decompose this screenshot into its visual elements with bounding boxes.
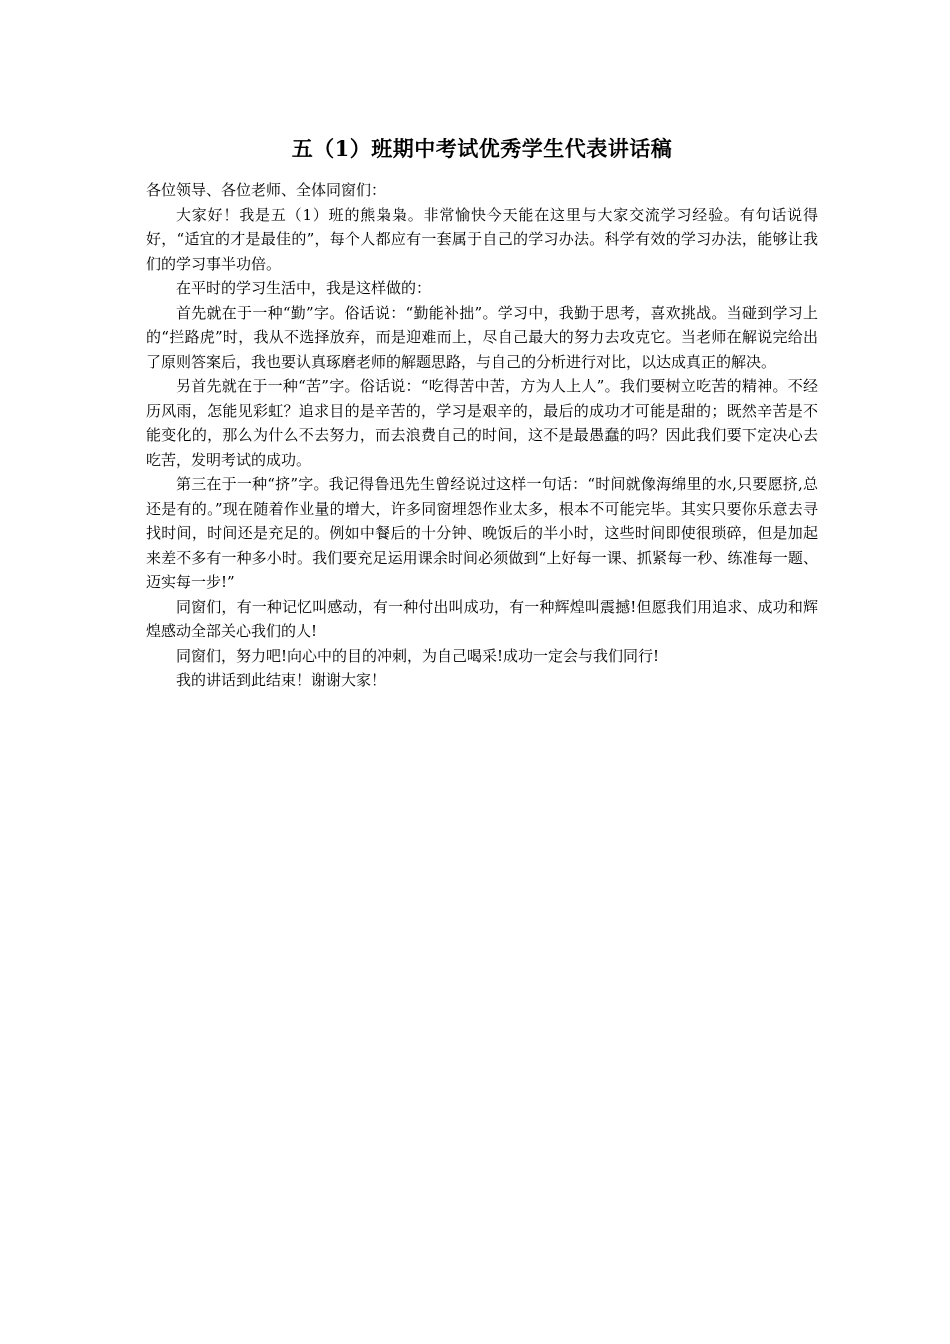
paragraph-closing: 我的讲话到此结束！谢谢大家！ [176, 671, 387, 689]
document-body [146, 132, 818, 693]
paragraph-encouragement: 同窗们，有一种记忆叫感动，有一种付出叫成功，有一种辉煌叫震撼!但愿我们用追求、成功和辉煌感动全部关心我们的人! [146, 597, 818, 640]
paragraph-intro: 在平时的学习生活中，我是这样做的： [176, 279, 432, 297]
paragraph-cheer: 同窗们，努力吧!向心中的目的冲刺，为自己喝采!成功一定会与我们同行! [176, 646, 660, 665]
paragraph-diligence: 首先就在于一种“勤”字。俗话说：“勤能补拙”。学习中，我勤于思考，喜欢挑战。当碰到学习上的“拦路虎”时，我从不选择放弃，而是迎难而上，尽自己最大的努力去攻克它。当老师在解说完给出了原则答案后，我也要认真琢磨老师的解题思路，与自己的分析进行对比，以达成真正的解决。 [146, 303, 818, 371]
document-title: 五（1）班期中考试优秀学生代表讲话稿 [291, 136, 673, 161]
paragraph-time: 第三在于一种“挤”字。我记得鲁迅先生曾经说过这样一句话：“时间就像海绵里的水,只要愿挤,总还是有的。”现在随着作业量的增大，许多同窗埋怨作业太多，根本不可能完毕。其实只要你乐意去寻找时间，时间还是充足的。例如中餐后的十分钟、晚饭后的半小时，这些时间即使很琐碎，但是加起来差不多有一种多小时。我们要充足运用课余时间必须做到“上好每一课、抓紧每一秒、练准每一题、迈实每一步!” [146, 475, 818, 591]
paragraph-greeting: 大家好！我是五（1）班的熊枭枭。非常愉快今天能在这里与大家交流学习经验。有句话说得好，“适宜的才是最佳的”，每个人都应有一套属于自己的学习办法。科学有效的学习办法，能够让我们的学习事半功倍。 [146, 205, 818, 273]
paragraph-hardship: 另首先就在于一种“苦”字。俗话说：“吃得苦中苦，方为人上人”。我们要树立吃苦的精神。不经历风雨，怎能见彩虹？追求目的是辛苦的，学习是艰辛的，最后的成功才可能是甜的；既然辛苦是不能变化的，那么为什么不去努力，而去浪费自己的时间，这不是最愚蠢的吗？因此我们要下定决心去吃苦，发明考试的成功。 [146, 377, 818, 469]
salutation: 各位领导、各位老师、全体同窗们： [146, 181, 387, 199]
